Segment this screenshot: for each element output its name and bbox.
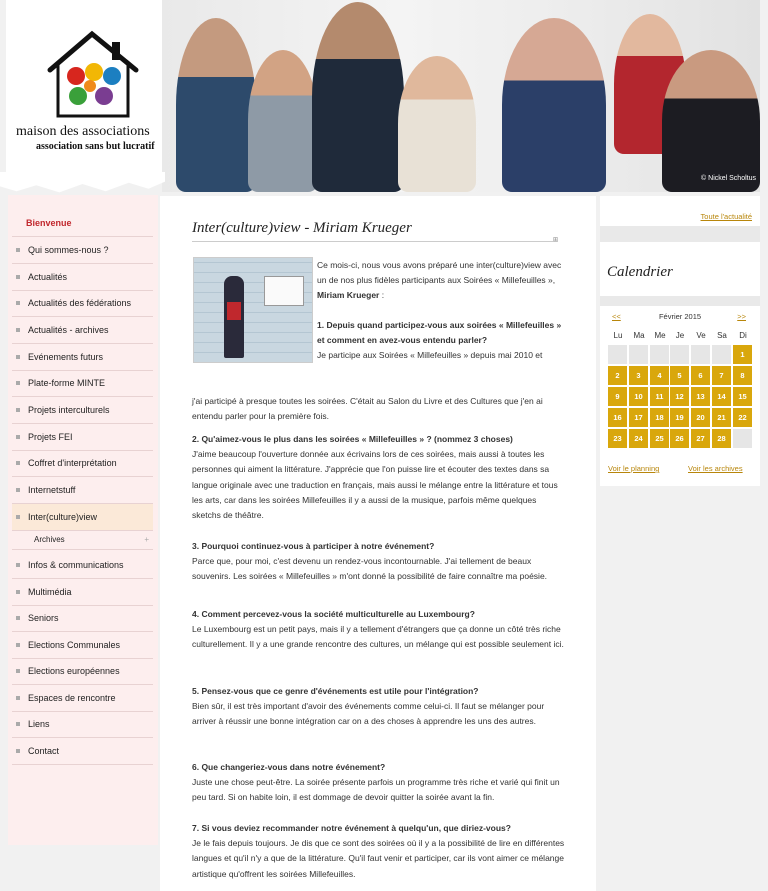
sidebar-item-label: Internetstuff (28, 485, 76, 495)
answer-1-cont (192, 394, 567, 424)
calendar-day[interactable]: 27 (691, 429, 710, 448)
calendar-day[interactable]: 7 (712, 366, 731, 385)
bullet-icon (16, 749, 20, 753)
calendar-day[interactable]: 8 (733, 366, 752, 385)
question-1: 1. Depuis quand participez-vous aux soirées « Millefeuilles » et comment en avez-vous entendu parler? (317, 320, 562, 345)
person-shape (502, 18, 606, 192)
person-shape (176, 18, 256, 192)
sidebar-item[interactable] (12, 210, 153, 237)
qa-block-4 (192, 607, 567, 653)
sidebar-item[interactable] (12, 711, 153, 738)
calendar-weekday: Di (739, 331, 747, 340)
answer-6: Juste une chose peut-être. La soirée présente parfois un programme très riche et varié qui finit un peu tard. Si on habite loin, il est dommage de devoir quitter la soirée avant la fin. (192, 777, 560, 803)
question-4: 4. Comment percevez-vous la société multiculturelle au Luxembourg? (192, 609, 475, 619)
sidebar-item[interactable] (12, 579, 153, 606)
bullet-icon (16, 461, 20, 465)
calendar-day[interactable]: 6 (691, 366, 710, 385)
calendar-day[interactable]: 23 (608, 429, 627, 448)
calendar-day[interactable]: 28 (712, 429, 731, 448)
sidebar-item-label: Contact (28, 746, 60, 756)
calendar-month: Février 2015 (658, 312, 702, 321)
sidebar-item[interactable] (12, 370, 153, 397)
sidebar-item[interactable] (12, 738, 153, 765)
calendar-day[interactable]: 20 (691, 408, 710, 427)
calendar-day[interactable]: 14 (712, 387, 731, 406)
person-shape (662, 50, 760, 192)
sidebar-item[interactable] (12, 552, 153, 579)
calendar (600, 244, 760, 486)
answer-3: Parce que, pour moi, c'est devenu un rendez-vous incontournable. J'ai tellement de beaux souvenirs. Les soirées « Millefeuilles » m'ont donné la possibilité de faire connaître ma poésie. (192, 556, 548, 582)
sidebar-item[interactable] (12, 477, 153, 504)
answer-7: Je le fais depuis toujours. Je dis que ce sont des soirées où il y a la possibilité de lire en différentes langues et qu'il n'y a que de la littérature. Qu'il faut venir et participer, car ils vont aimer ce mélange artistique qu'offrent les soirées Millefeuilles. (192, 838, 565, 879)
qa-block-3 (192, 539, 567, 585)
sidebar-subitem-label: Archives (34, 535, 65, 544)
sidebar-item-label: Projets interculturels (28, 405, 110, 415)
torn-paper-edge (0, 172, 165, 196)
sidebar-item-label: Qui sommes-nous ? (28, 245, 109, 255)
calendar-day[interactable]: 19 (670, 408, 689, 427)
bullet-icon (16, 722, 20, 726)
calendar-weekday: Ma (633, 331, 645, 340)
article-intro (317, 258, 567, 363)
question-7: 7. Si vous deviez recommander notre événement à quelqu'un, que diriez-vous? (192, 823, 511, 833)
calendar-weekday: Ve (696, 331, 706, 340)
bullet-icon (16, 488, 20, 492)
bullet-icon (16, 669, 20, 673)
sidebar-item[interactable] (12, 397, 153, 424)
house-logo-icon (42, 30, 142, 120)
plus-icon[interactable]: + (144, 535, 149, 544)
sidebar-item-label: Inter(culture)view (28, 512, 98, 522)
qa-block-6 (192, 760, 567, 806)
calendar-day[interactable]: 22 (733, 408, 752, 427)
calendar-day[interactable]: 24 (629, 429, 648, 448)
sidebar-item[interactable] (12, 605, 153, 632)
sidebar-item-label: Actualités - archives (28, 325, 109, 335)
title-divider (192, 241, 558, 242)
bullet-icon (16, 435, 20, 439)
sidebar-item-label: Espaces de rencontre (28, 693, 116, 703)
calendar-empty-cell (712, 345, 731, 364)
calendar-day[interactable]: 9 (608, 387, 627, 406)
calendar-weekday: Je (675, 331, 685, 340)
calendar-weekday: Sa (717, 331, 727, 340)
bullet-icon (16, 643, 20, 647)
calendar-day[interactable]: 10 (629, 387, 648, 406)
intro-text: Ce mois-ci, nous vous avons préparé une inter(culture)view avec un de nos plus fidèles participants aux Soirées « Millefeuilles », (317, 260, 562, 285)
archives-link[interactable]: Voir les archives (688, 464, 743, 473)
sidebar-item[interactable] (12, 504, 153, 531)
photo-credit: © Nickel Scholtus (701, 175, 756, 182)
calendar-next-button[interactable]: >> (737, 312, 746, 321)
main-content (160, 196, 596, 891)
answer-5: Bien sûr, il est très important d'avoir des événements comme celui-ci. Il faut se mélanger pour arriver à réussir une bonne intégration car on a des choses à apprendre les uns des autres. (192, 701, 545, 727)
sidebar-item-label: Actualités des fédérations (28, 298, 132, 308)
calendar-day[interactable]: 18 (650, 408, 669, 427)
sidebar-item[interactable] (12, 237, 153, 264)
calendar-day[interactable]: 12 (670, 387, 689, 406)
answer-2: J'aime beaucoup l'ouverture donnée aux écrivains lors de ces soirées, mais aussi à toutes les personnes qui aiment la littérature. J'apprécie que l'on puisse lire et écouter des textes dans sa langue originale avec une traduction en français, mais aussi le mélange entre la littérature et tous les arts, car dans les soirées Millefeuilles il y a aussi de la musique, parfois même quelques sketchs de théâtre. (192, 449, 558, 521)
question-3: 3. Pourquoi continuez-vous à participer à notre événement? (192, 541, 435, 551)
question-2: 2. Qu'aimez-vous le plus dans les soirées « Millefeuilles » ? (nommez 3 choses) (192, 434, 513, 444)
calendar-day[interactable]: 4 (650, 366, 669, 385)
person-shape (312, 2, 404, 192)
sidebar-item[interactable] (12, 264, 153, 291)
calendar-day[interactable]: 1 (733, 345, 752, 364)
photo-wall (194, 258, 312, 362)
calendar-day[interactable]: 16 (608, 408, 627, 427)
planning-link[interactable]: Voir le planning (608, 464, 660, 473)
bullet-icon (16, 563, 20, 567)
expand-icon[interactable]: ⊞ (553, 237, 559, 243)
calendar-day[interactable]: 11 (650, 387, 669, 406)
bullet-icon (16, 248, 20, 252)
article-title: Inter(culture)view - Miriam Krueger (192, 220, 412, 236)
all-news-link[interactable]: Toute l'actualité (700, 212, 752, 221)
sidebar-item-label: Coffret d'interprétation (28, 458, 117, 468)
interviewee-photo (193, 257, 313, 363)
calendar-day[interactable]: 17 (629, 408, 648, 427)
calendar-empty-cell (733, 429, 752, 448)
calendar-empty-cell (608, 345, 627, 364)
sidebar-item-label: Infos & communications (28, 560, 124, 570)
answer-1b: j'ai participé à presque toutes les soirées. C'était au Salon du Livre et des Cultures que j'en ai entendu parler pour la première fois. (192, 396, 543, 422)
photo-poster (264, 276, 304, 306)
sidebar-item[interactable] (12, 344, 153, 371)
sidebar-item[interactable] (12, 658, 153, 685)
bullet-icon (16, 301, 20, 305)
answer-1a: Je participe aux Soirées « Millefeuilles » depuis mai 2010 et (317, 350, 543, 360)
calendar-empty-cell (670, 345, 689, 364)
bullet-icon (16, 515, 20, 519)
logo-name: maison des associations (16, 124, 150, 139)
sidebar-item[interactable] (12, 290, 153, 317)
sidebar-nav (8, 195, 158, 845)
person-shape (398, 56, 476, 192)
calendar-weekday: Me (654, 331, 666, 340)
bullet-icon (16, 355, 20, 359)
person-shape (248, 50, 318, 192)
calendar-day[interactable]: 25 (650, 429, 669, 448)
sidebar-item-label: Plate-forme MINTE (28, 378, 106, 388)
sidebar-item-label: Projets FEI (28, 432, 73, 442)
photo-figure-top (227, 302, 241, 320)
sidebar-item-label: Multimédia (28, 587, 72, 597)
calendar-empty-cell (629, 345, 648, 364)
bullet-icon (16, 616, 20, 620)
calendar-title: Calendrier (607, 264, 673, 280)
calendar-day[interactable]: 15 (733, 387, 752, 406)
calendar-prev-button[interactable]: << (612, 312, 621, 321)
sidebar-item-label: Elections Communales (28, 640, 121, 650)
bullet-icon (16, 381, 20, 385)
sidebar-item-label: Bienvenue (26, 218, 72, 228)
qa-block-7 (192, 821, 567, 882)
right-column-filler (600, 486, 760, 891)
bullet-icon (16, 590, 20, 594)
bullet-icon (16, 275, 20, 279)
calendar-day[interactable]: 2 (608, 366, 627, 385)
calendar-bar (600, 296, 760, 306)
calendar-day[interactable]: 5 (670, 366, 689, 385)
bullet-icon (16, 408, 20, 412)
qa-block-5 (192, 684, 567, 730)
sidebar-item-label: Liens (28, 719, 50, 729)
sidebar-item-label: Seniors (28, 613, 59, 623)
calendar-day[interactable]: 3 (629, 366, 648, 385)
sidebar-item-label: Actualités (28, 272, 68, 282)
logo[interactable] (6, 0, 164, 176)
calendar-weekday: Lu (613, 331, 623, 340)
sidebar-subitem-archives[interactable] (12, 531, 153, 550)
qa-block-2 (192, 432, 567, 523)
news-link-box (600, 196, 760, 244)
sidebar-item[interactable] (12, 632, 153, 659)
calendar-day[interactable]: 26 (670, 429, 689, 448)
calendar-empty-cell (691, 345, 710, 364)
calendar-empty-cell (650, 345, 669, 364)
answer-4: Le Luxembourg est un petit pays, mais il y a tellement d'étrangers que ça donne un côté très riche culturellement. Il y a une grande rencontre des cultures, un mélange qui est possible seulement ici. (192, 624, 564, 650)
sidebar-item-label: Evénements futurs (28, 352, 104, 362)
box-footer-bar (600, 226, 760, 242)
question-6: 6. Que changeriez-vous dans notre événement? (192, 762, 386, 772)
bullet-icon (16, 328, 20, 332)
question-5: 5. Pensez-vous que ce genre d'événements est utile pour l'intégration? (192, 686, 479, 696)
sidebar-item[interactable] (12, 424, 153, 451)
sidebar-item-label: Elections européennes (28, 666, 120, 676)
sidebar-item[interactable] (12, 685, 153, 712)
calendar-day[interactable]: 13 (691, 387, 710, 406)
sidebar-item[interactable] (12, 317, 153, 344)
bullet-icon (16, 696, 20, 700)
intro-name: Miriam Krueger (317, 290, 380, 300)
header-photo (162, 0, 760, 192)
calendar-day[interactable]: 21 (712, 408, 731, 427)
sidebar-item[interactable] (12, 450, 153, 477)
logo-tagline: association sans but lucratif (36, 141, 155, 152)
intro-suffix: : (379, 290, 385, 300)
